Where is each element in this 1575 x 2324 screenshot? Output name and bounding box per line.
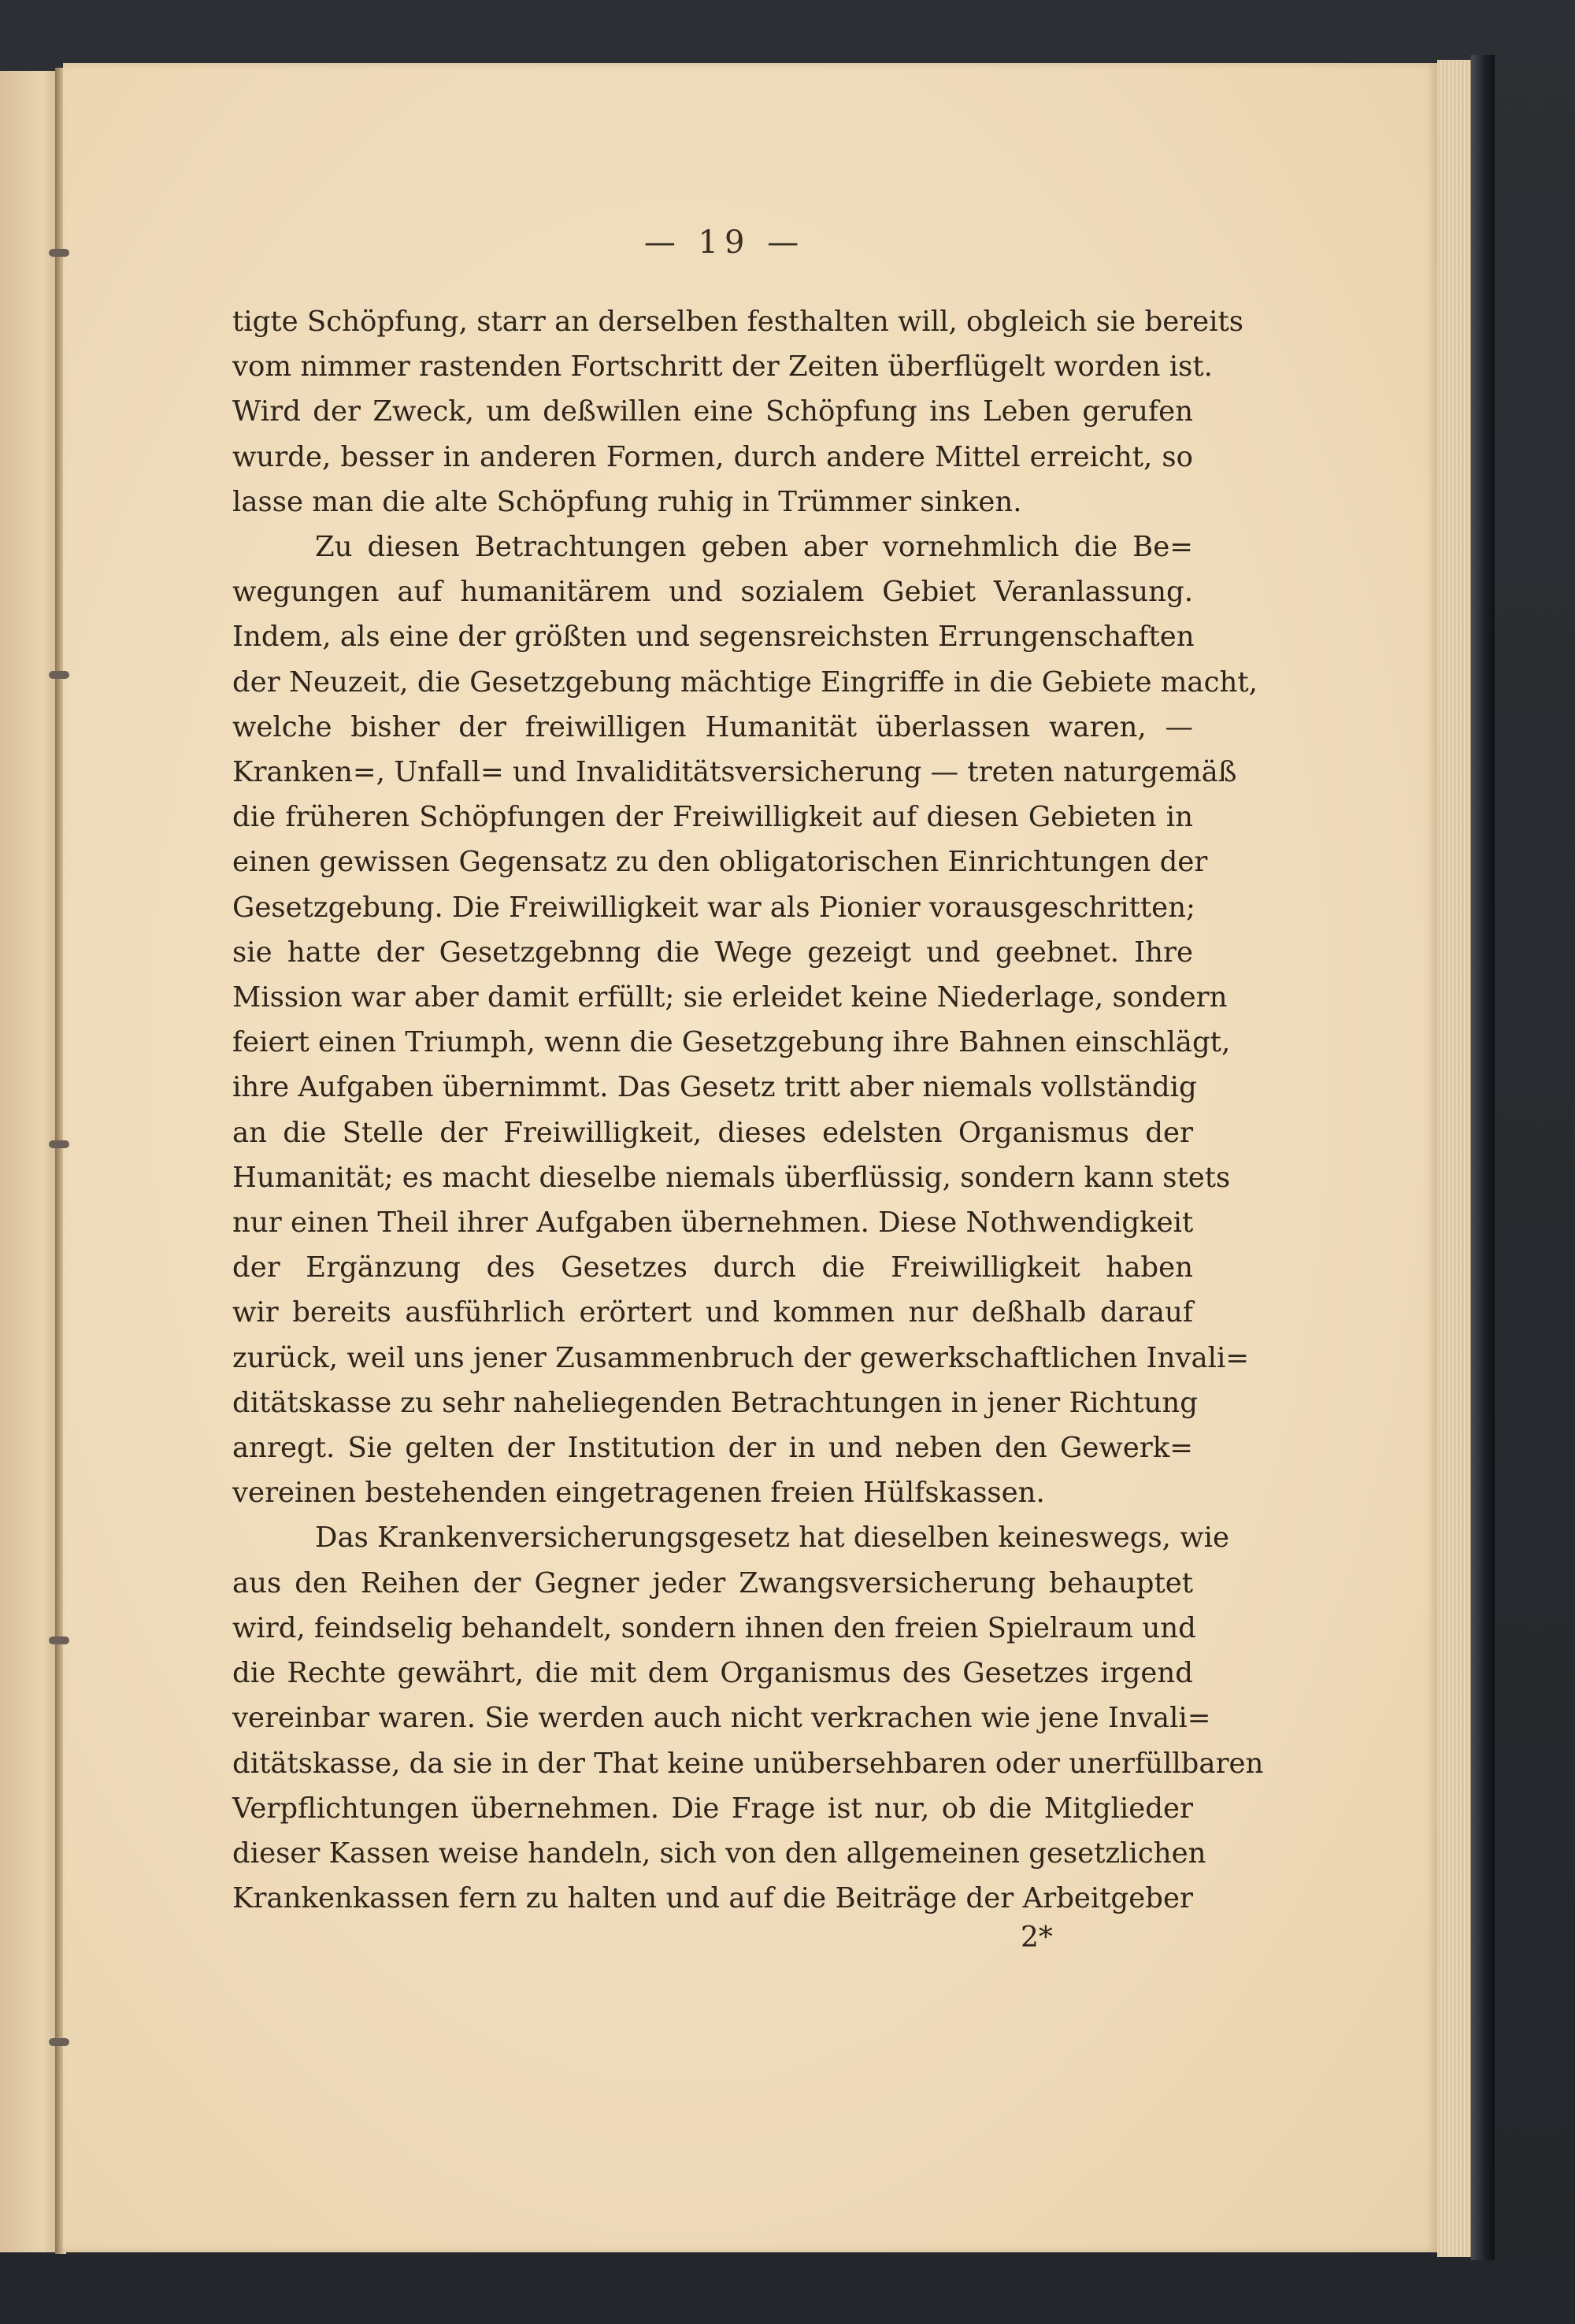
text-line: Indem, als eine der größten und segensreichsten Errungenschaften bbox=[232, 621, 1195, 654]
binding-stitch bbox=[49, 2038, 69, 2046]
binding-stitch bbox=[49, 671, 69, 679]
text-line: vereinbar waren. Sie werden auch nicht verkrachen wie jene Invali= bbox=[232, 1702, 1211, 1735]
text-line: der Neuzeit, die Gesetzgebung mächtige Eingriffe in die Gebiete macht, bbox=[232, 665, 1258, 699]
text-line: anregt. Sie gelten der Institution der in und neben den Gewerk= bbox=[232, 1432, 1193, 1465]
page-stack-edge bbox=[1437, 60, 1473, 2257]
text-line: ditätskasse zu sehr naheliegenden Betrachtungen in jener Richtung bbox=[232, 1386, 1198, 1419]
text-line: die früheren Schöpfungen der Freiwilligkeit auf diesen Gebieten in bbox=[232, 801, 1193, 834]
text-line: dieser Kassen weise handeln, sich von den allgemeinen gesetzlichen bbox=[232, 1837, 1206, 1870]
text-line: Verpflichtungen übernehmen. Die Frage ist nur, ob die Mitglieder bbox=[232, 1792, 1193, 1825]
binding-stitch bbox=[49, 249, 69, 257]
text-line: an die Stelle der Freiwilligkeit, dieses edelsten Organismus der bbox=[232, 1116, 1193, 1149]
body-text bbox=[232, 299, 1264, 1921]
text-line: Wird der Zweck, um deßwillen eine Schöpfung ins Leben gerufen bbox=[232, 395, 1193, 428]
text-line: vom nimmer rastenden Fortschritt der Zeiten überflügelt worden ist. bbox=[232, 350, 1213, 384]
binding-stitch bbox=[49, 1140, 69, 1148]
text-line: Gesetzgebung. Die Freiwilligkeit war als Pionier vorausgeschritten; bbox=[232, 891, 1196, 924]
text-line: zurück, weil uns jener Zusammenbruch der gewerkschaftlichen Invali= bbox=[232, 1341, 1250, 1374]
text-line: Das Krankenversicherungsgesetz hat dieselben keineswegs, wie bbox=[315, 1522, 1229, 1555]
text-line: vereinen bestehenden eingetragenen freien Hülfskassen. bbox=[232, 1477, 1045, 1510]
binding-stitch bbox=[49, 1636, 69, 1644]
text-line: der Ergänzung des Gesetzes durch die Freiwilligkeit haben bbox=[232, 1251, 1193, 1284]
text-line: Humanität; es macht dieselbe niemals überflüssig, sondern kann stets bbox=[232, 1161, 1231, 1194]
text-line: Zu diesen Betrachtungen geben aber vornehmlich die Be= bbox=[315, 531, 1193, 564]
text-line: feiert einen Triumph, wenn die Gesetzgebung ihre Bahnen einschlägt, bbox=[232, 1026, 1231, 1059]
text-line: nur einen Theil ihrer Aufgaben übernehmen. Diese Nothwendigkeit bbox=[232, 1206, 1194, 1240]
text-line: tigte Schöpfung, starr an derselben festhalten will, obgleich sie bereits bbox=[232, 306, 1244, 338]
page-number: — 19 — bbox=[643, 224, 806, 261]
text-line: welche bisher der freiwilligen Humanität überlassen waren, — bbox=[232, 710, 1193, 743]
text-line: wegungen auf humanitärem und sozialem Gebiet Veranlassung. bbox=[232, 576, 1193, 609]
text-line: wurde, besser in anderen Formen, durch andere Mittel erreicht, so bbox=[232, 440, 1193, 473]
text-line: ditätskasse, da sie in der That keine unübersehbaren oder unerfüllbaren bbox=[232, 1747, 1264, 1780]
text-line: wir bereits ausführlich erörtert und kommen nur deßhalb darauf bbox=[232, 1296, 1193, 1329]
text-line: Kranken=, Unfall= und Invaliditätsversicherung — treten naturgemäß bbox=[232, 756, 1237, 789]
book-cover-edge bbox=[1471, 55, 1495, 2260]
text-line: lasse man die alte Schöpfung ruhig in Trümmer sinken. bbox=[232, 485, 1022, 518]
left-page-edge bbox=[0, 71, 61, 2252]
text-line: wird, feindselig behandelt, sondern ihnen den freien Spielraum und bbox=[232, 1611, 1196, 1644]
text-line: sie hatte der Gesetzgebnng die Wege gezeigt und geebnet. Ihre bbox=[232, 936, 1193, 969]
text-line: ihre Aufgaben übernimmt. Das Gesetz tritt aber niemals vollständig bbox=[232, 1071, 1197, 1104]
text-line: einen gewissen Gegensatz zu den obligatorischen Einrichtungen der bbox=[232, 846, 1208, 879]
text-line: Mission war aber damit erfüllt; sie erleidet keine Niederlage, sondern bbox=[232, 981, 1228, 1014]
text-line: aus den Reihen der Gegner jeder Zwangsversicherung behauptet bbox=[232, 1566, 1193, 1599]
signature-mark: 2* bbox=[1021, 1922, 1053, 1954]
text-line: die Rechte gewährt, die mit dem Organismus des Gesetzes irgend bbox=[232, 1657, 1193, 1690]
text-line: Krankenkassen fern zu halten und auf die Beiträge der Arbeitgeber bbox=[232, 1882, 1193, 1915]
